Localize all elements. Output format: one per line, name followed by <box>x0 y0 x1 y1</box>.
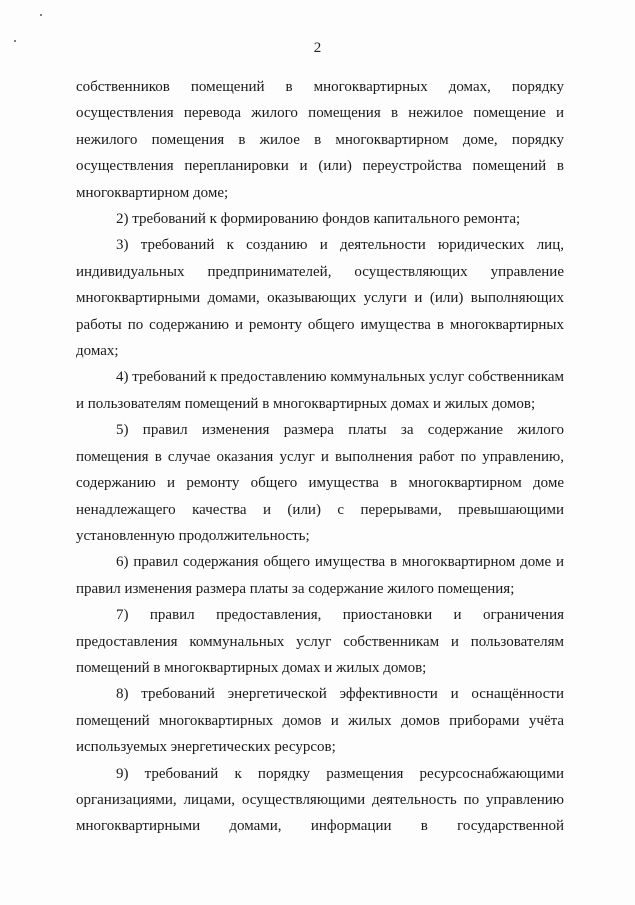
document-body <box>76 74 564 840</box>
page-number: 2 <box>313 40 322 56</box>
list-item-4: 4) требований к предоставлению коммунальных услуг собственникам и пользователям помещений в многоквартирных домах и жилых домов; <box>76 369 564 412</box>
list-item-6: 6) правил содержания общего имущества в многоквартирном доме и правил изменения размера платы за содержание жилого помещения; <box>76 554 564 597</box>
list-item-8: 8) требований энергетической эффективности и оснащённости помещений многоквартирных домов и жилых домов приборами учёта используемых энергетических ресурсов; <box>76 686 564 756</box>
list-item-9: 9) требований к порядку размещения ресурсоснабжающими организациями, лицами, осуществляющими деятельность по управлению многоквартирными домами, информации в государственной <box>76 765 564 835</box>
list-item-3: 3) требований к созданию и деятельности юридических лиц, индивидуальных предпринимателей, осуществляющих управление многоквартирными домами, оказывающих услуги и (или) выполняющих работы по содержанию и ремонту общего имущества в многоквартирных домах; <box>76 237 564 360</box>
list-item-5: 5) правил изменения размера платы за содержание жилого помещения в случае оказания услуг и выполнения работ по управлению, содержанию и ремонту общего имущества в многоквартирном доме ненадлежащего качества и (или) с перерывами, превышающими установленную продолжительность; <box>76 422 564 544</box>
list-item-7: 7) правил предоставления, приостановки и ограничения предоставления коммунальных услуг собственникам и пользователям помещений в многоквартирных домах и жилых домов; <box>76 607 564 676</box>
scan-speck <box>40 14 42 16</box>
paragraph-continuation: собственников помещений в многоквартирных домах, порядку осуществления перевода жилого помещения в нежилое помещение и нежилого помещения в жилое в многоквартирном доме, порядку осуществления перепланировки и (или) переустройства помещений в многоквартирном доме; <box>76 79 564 201</box>
list-item-2: 2) требований к формированию фондов капитального ремонта; <box>116 211 521 228</box>
